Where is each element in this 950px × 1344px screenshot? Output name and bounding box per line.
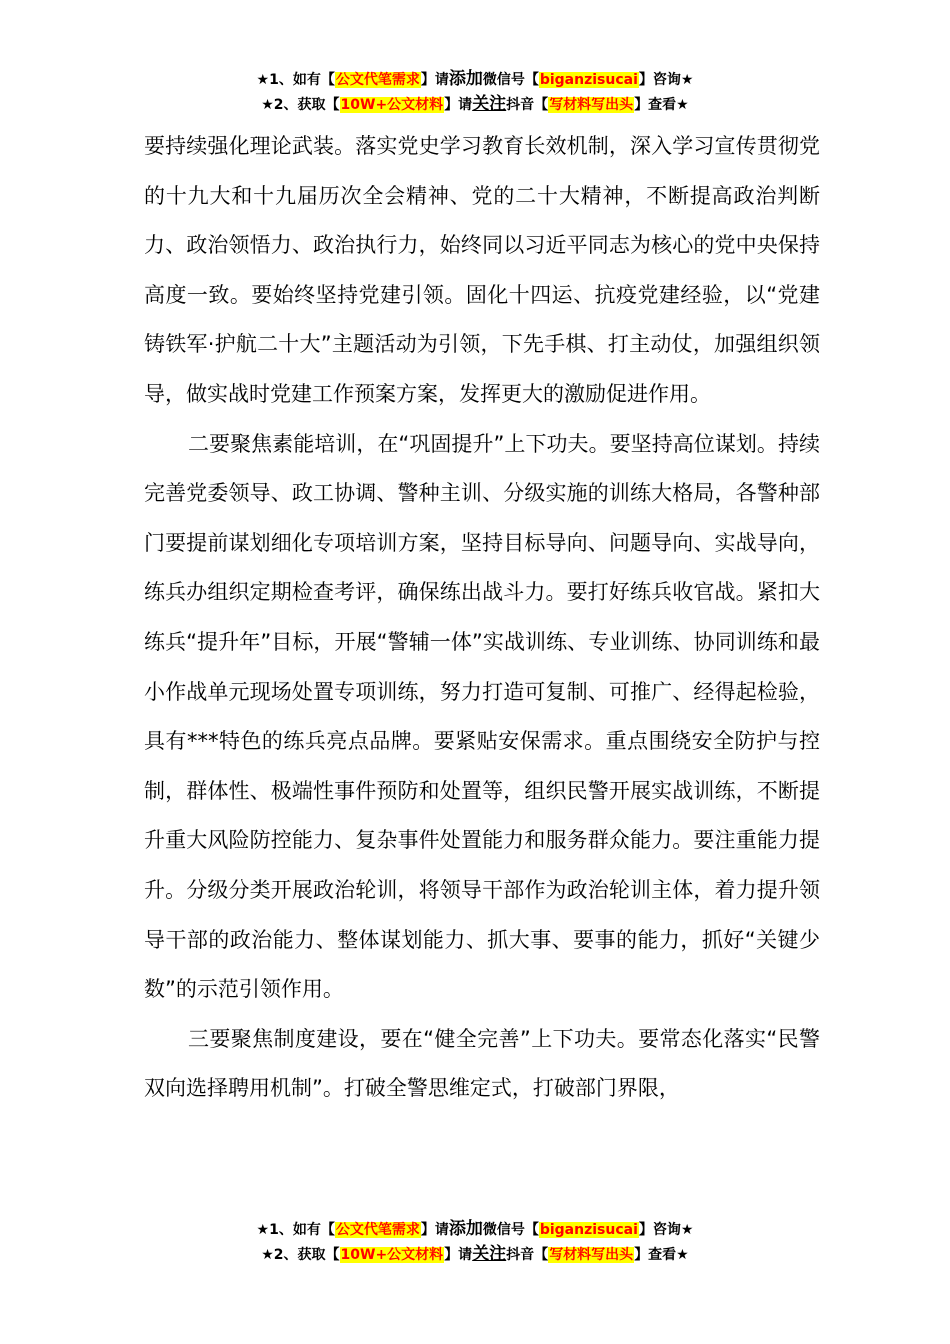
highlight-materials: 10W+公文材料 xyxy=(340,1247,444,1263)
footer-banner-line-1: ★1、如有【公文代笔需求】请添加微信号【biganzisucai】咨询★ xyxy=(256,1219,694,1239)
highlight-douyin-account: 写材料写出头 xyxy=(549,1247,634,1263)
highlight-wechat-id: biganzisucai xyxy=(539,1222,638,1238)
header-banner-line-1: ★1、如有【公文代笔需求】请添加微信号【biganzisucai】咨询★ xyxy=(256,69,694,89)
highlight-ghostwriting: 公文代笔需求 xyxy=(335,72,420,88)
highlight-materials: 10W+公文材料 xyxy=(340,97,444,113)
highlight-wechat-id: biganzisucai xyxy=(539,72,638,88)
document-body xyxy=(144,122,820,1114)
footer-banner-line-2: ★2、获取【10W+公文材料】请关注抖音【写材料写出头】查看★ xyxy=(261,1244,689,1264)
header-banner-line-2: ★2、获取【10W+公文材料】请关注抖音【写材料写出头】查看★ xyxy=(261,94,689,114)
paragraph-1: 要持续强化理论武装。落实党史学习教育长效机制，深入学习宣传贯彻党的十九大和十九届历次全会精神、党的二十大精神，不断提高政治判断力、政治领悟力、政治执行力，始终同以习近平同志为核心的党中央保持高度一致。要始终坚持党建引领。固化十四运、抗疫党建经验，以“党建铸铁军·护航二十大”主题活动为引领，下先手棋、打主动仗，加强组织领导，做实战时党建工作预案方案，发挥更大的激励促进作用。 xyxy=(144,134,820,406)
paragraph-2: 二要聚焦素能培训，在“巩固提升”上下功夫。要坚持高位谋划。持续完善党委领导、政工协调、警种主训、分级实施的训练大格局，各警种部门要提前谋划细化专项培训方案，坚持目标导向、问题导向、实战导向，练兵办组织定期检查考评，确保练出战斗力。要打好练兵收官战。紧扣大练兵“提升年”目标，开展“警辅一体”实战训练、专业训练、协同训练和最小作战单元现场处置专项训练，努力打造可复制、可推广、经得起检验，具有***特色的练兵亮点品牌。要紧贴安保需求。重点围绕安全防护与控制，群体性、极端性事件预防和处置等，组织民警开展实战训练，不断提升重大风险防控能力、复杂事件处置能力和服务群众能力。要注重能力提升。分级分类开展政治轮训，将领导干部作为政治轮训主体，着力提升领导干部的政治能力、整体谋划能力、抓大事、要事的能力，抓好“关键少数”的示范引领作用。 xyxy=(144,431,820,1002)
footer-banner xyxy=(0,1217,950,1267)
header-banner xyxy=(0,67,950,117)
highlight-douyin-account: 写材料写出头 xyxy=(549,97,634,113)
paragraph-3: 三要聚焦制度建设，要在“健全完善”上下功夫。要常态化落实“民警双向选择聘用机制”。打破全警思维定式，打破部门界限， xyxy=(144,1026,820,1101)
highlight-ghostwriting: 公文代笔需求 xyxy=(335,1222,420,1238)
